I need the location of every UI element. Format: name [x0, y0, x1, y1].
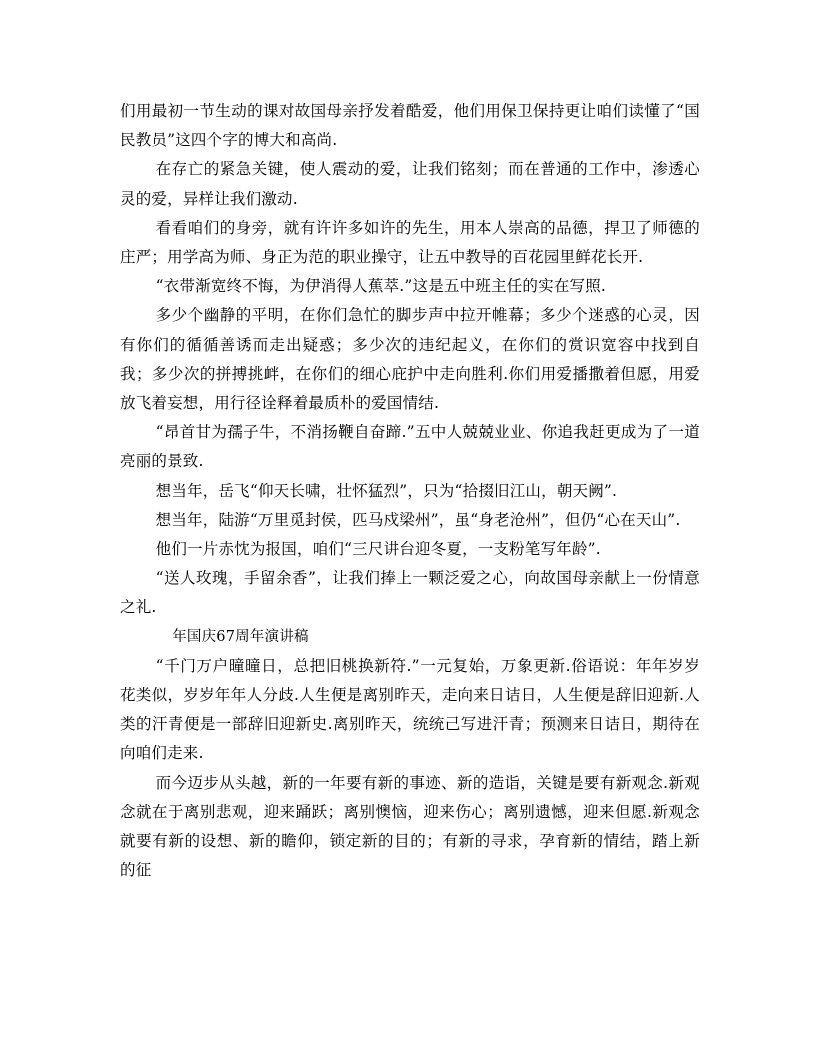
- section-heading: 年国庆67周年演讲稿: [172, 628, 309, 645]
- paragraph: 在存亡的紧急关键，使人震动的爱，让我们铭刻；而在普通的工作中，渗透心灵的爱，异样让我们激动.: [120, 160, 700, 208]
- document-body: [120, 97, 700, 885]
- paragraph: “千门万户曈曈日，总把旧桃换新符.”一元复始，万象更新.俗语说：年年岁岁花类似，岁岁年年人分歧.人生便是离别昨天，走向来日诘日，人生便是辞旧迎新.人类的汗青便是一部辞旧迎新史.离别昨天，统统己写进汗青；预测来日诘日，期待在向咱们走来.: [120, 656, 700, 763]
- paragraph-continuation: 们用最初一节生动的课对故国母亲抒发着酷爱，他们用保卫保持更让咱们读懂了“国民教员”这四个字的博大和高尚.: [120, 102, 700, 150]
- paragraph: 他们一片赤忱为报国，咱们“三尺讲台迎冬夏，一支粉笔写年龄”.: [155, 540, 601, 559]
- paragraph: 而今迈步从头越，新的一年要有新的事迹、新的造诣，关键是要有新观念.新观念就在于离别悲观，迎来踊跃；离别懊恼，迎来伤心；离别遗憾，迎来但愿.新观念就要有新的设想、新的瞻仰，锁定新的目的；有新的寻求，孕育新的情结，踏上新的征: [120, 773, 700, 880]
- paragraph: 想当年，陆游“万里觅封侯，匹马戍梁州”，虽“身老沧州”，但仍“心在天山”.: [155, 510, 681, 529]
- paragraph: 多少个幽静的平明，在你们急忙的脚步声中拉开帷幕；多少个迷惑的心灵，因有你们的循循善诱而走出疑惑；多少次的违纪起义，在你们的赏识宽容中找到自我；多少次的拼搏挑衅，在你们的细心庇护中走向胜利.你们用爱播撒着但愿，用爱放飞着妄想，用行径诠释着最质朴的爱国情结.: [120, 306, 700, 413]
- paragraph: 想当年，岳飞“仰天长啸，壮怀猛烈”，只为“拾掇旧江山，朝天阙”.: [155, 481, 618, 500]
- paragraph: “送人玫瑰，手留余香”，让我们捧上一颗泛爱之心，向故国母亲献上一份情意之礼.: [120, 569, 700, 617]
- paragraph: “昂首甘为孺子牛，不消扬鞭自奋蹄.”五中人兢兢业业、你追我赶更成为了一道亮丽的景致.: [120, 423, 700, 471]
- paragraph: 看看咱们的身旁，就有许许多如许的先生，用本人崇高的品德，捍卫了师德的庄严；用学高为师、身正为范的职业操守，让五中教导的百花园里鲜花长开.: [120, 218, 700, 267]
- paragraph: “衣带渐宽终不悔，为伊消得人蕉萃.”这是五中班主任的实在写照.: [155, 277, 607, 296]
